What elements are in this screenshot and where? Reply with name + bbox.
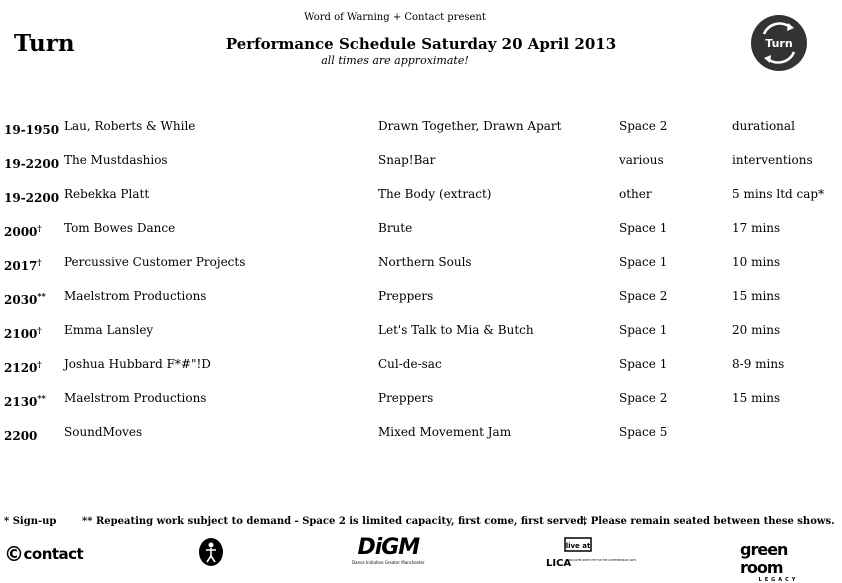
schedule-row [0,252,817,272]
schedule-row [0,150,817,170]
performance-space: Space 1 [619,323,668,337]
performance-duration: durational [732,119,795,133]
liveat-text: live at [565,542,591,550]
approximate-times-note: all times are approximate! [321,54,469,67]
performer-name: SoundMoves [64,425,143,439]
performer-name: Emma Lansley [64,323,154,337]
green-room-logo-text: green room [740,540,788,577]
presenter-line: Word of Warning + Contact present [304,12,486,23]
performance-title: Drawn Together, Drawn Apart [378,119,562,133]
performance-time: 19-1950 [4,123,60,137]
schedule-row [0,286,817,306]
schedule-headline: Performance Schedule Saturday 20 April 2013 [225,35,617,53]
performance-time: 19-2200 [4,191,60,205]
footnote-seated: † Please remain seated between these shows. [582,516,835,527]
performer-name: Tom Bowes Dance [64,221,176,235]
footnote-signup: * Sign-up [4,516,57,527]
performance-title: Mixed Movement Jam [378,425,512,439]
turn-logo-text: Turn [765,37,793,50]
time-marker: ** [37,291,46,301]
performance-time: 2120† [4,359,42,375]
performance-title: Preppers [378,289,434,303]
performance-duration: 17 mins [732,221,781,235]
performer-name: Rebekka Platt [64,187,150,201]
performance-space: Space 5 [619,425,668,439]
sponsor-logos [0,535,817,583]
performer-name: The Mustdashios [64,153,168,167]
performance-time: 19-2200 [4,157,60,171]
performance-space: Space 2 [619,391,668,405]
performance-title: Snap!Bar [378,153,436,167]
performance-space: Space 2 [619,119,668,133]
performance-title: Brute [378,221,413,235]
performer-name: Joshua Hubbard F*#"!D [64,357,211,371]
performance-time: 2100† [4,325,42,341]
performance-duration: 10 mins [732,255,781,269]
performance-time: 2030** [4,291,46,307]
performer-name: Percussive Customer Projects [64,255,246,269]
performance-space: Space 1 [619,255,668,269]
performance-space: other [619,187,652,201]
schedule-row [0,320,817,340]
performance-time: 2200 [4,429,38,443]
schedule-row [0,422,817,442]
performance-title: Cul-de-sac [378,357,442,371]
time-marker: † [37,223,42,233]
lica-subtitle: LANCASTER INSTITUTE FOR THE CONTEMPORARY ARTS [567,559,637,562]
performance-space: Space 1 [619,357,668,371]
green-room-logo [740,541,817,583]
performer-name: Maelstrom Productions [64,391,207,405]
digm-logo-text: DiGM [357,535,420,560]
schedule-row [0,388,817,408]
performance-time: 2000† [4,223,42,239]
schedule-row [0,354,817,374]
time-marker: † [37,359,42,369]
footnote-repeating: ** Repeating work subject to demand - Space 2 is limited capacity, first come, first served. [82,516,588,527]
document-title: Turn [14,30,75,57]
performance-title: Let's Talk to Mia & Butch [378,323,534,337]
performance-time: 2130** [4,393,46,409]
performance-title: The Body (extract) [378,187,492,201]
performance-duration: 15 mins [732,289,781,303]
time-marker: † [37,257,42,267]
digm-logo [352,536,425,565]
contact-logo: ©contact [4,542,84,566]
green-room-logo-subtitle: LEGACY [758,577,799,583]
performance-title: Preppers [378,391,434,405]
footnotes [0,516,835,532]
performance-time: 2017† [4,257,42,273]
performance-duration: interventions [732,153,813,167]
digm-logo-subtitle: Dance Initiative Greater Manchester [352,560,425,565]
contact-logo-text: contact [23,545,84,563]
performance-space: various [619,153,664,167]
performance-space: Space 1 [619,221,668,235]
schedule-row [0,184,825,205]
performance-duration: 5 mins ltd cap* [732,187,825,201]
dancer-logo [198,537,224,567]
performance-duration: 15 mins [732,391,781,405]
performance-space: Space 2 [619,289,668,303]
turn-logo [750,14,808,72]
lica-text: LICA [546,558,572,569]
performance-title: Northern Souls [378,255,472,269]
performance-duration: 20 mins [732,323,781,337]
performer-name: Maelstrom Productions [64,289,207,303]
lica-logo [545,537,637,569]
performance-duration: 8-9 mins [732,357,785,371]
time-marker: † [37,325,42,335]
schedule-row [0,218,817,238]
performer-name: Lau, Roberts & While [64,119,196,133]
schedule-row [0,116,817,136]
time-marker: ** [37,393,46,403]
